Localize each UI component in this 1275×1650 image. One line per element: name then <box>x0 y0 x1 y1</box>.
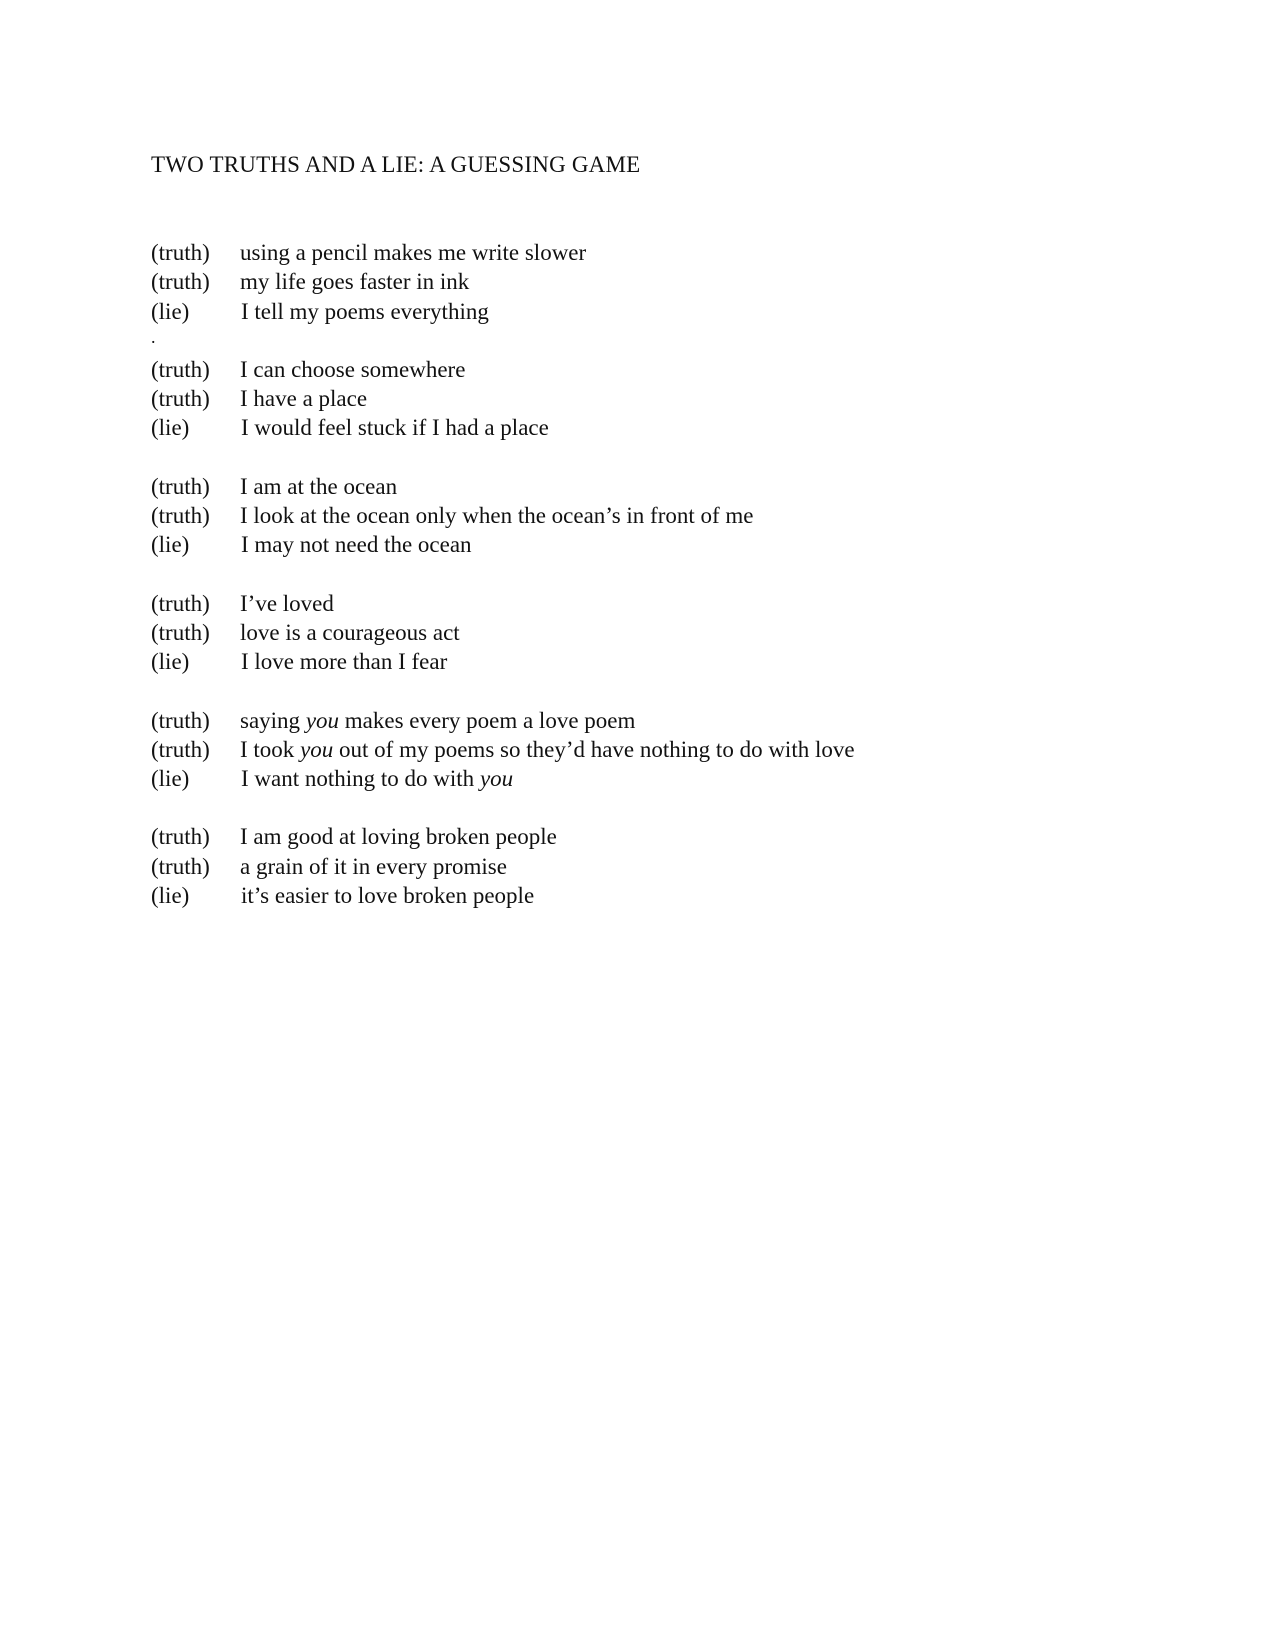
stanza <box>151 589 1151 677</box>
line-text: I love more than I fear <box>241 649 448 675</box>
poem-line <box>151 384 1151 413</box>
poem-line <box>151 822 1151 851</box>
line-label: (truth) <box>151 824 210 850</box>
stanza <box>151 706 1151 794</box>
line-text: I would feel stuck if I had a place <box>241 415 549 441</box>
italic-you: you <box>479 766 514 792</box>
italic-you: you <box>300 736 334 762</box>
poem-line <box>151 881 1151 910</box>
poem-line <box>151 618 1151 647</box>
line-label: (lie) <box>151 415 190 441</box>
poem-line <box>151 647 1151 676</box>
line-text: it’s easier to love broken people <box>241 883 535 909</box>
line-text: I can choose somewhere <box>240 356 466 382</box>
line-label: (truth) <box>151 619 210 645</box>
line-text: I look at the ocean only when the ocean’s in front of me <box>240 503 754 529</box>
line-text: I am good at loving broken people <box>240 824 557 850</box>
line-label: (truth) <box>151 590 210 616</box>
italic-you: you <box>305 707 340 733</box>
line-label: (truth) <box>151 386 210 412</box>
poem-line <box>151 735 1151 764</box>
line-label: (truth) <box>151 269 210 295</box>
line-text: I have a place <box>240 386 368 412</box>
line-text: a grain of it in every promise <box>240 853 507 879</box>
line-text: my life goes faster in ink <box>240 269 470 295</box>
line-text-part: I want nothing to do with <box>241 766 480 792</box>
line-text-part: I took <box>240 736 301 762</box>
line-text-part: makes every poem a love poem <box>339 707 636 733</box>
line-text <box>240 706 635 735</box>
line-text: I tell my poems everything <box>241 298 489 324</box>
stanza <box>151 355 1151 443</box>
line-label: (truth) <box>151 356 210 382</box>
poem-line <box>151 764 1151 793</box>
line-label: (truth) <box>151 503 210 529</box>
poem-body <box>151 238 1151 939</box>
line-label: (truth) <box>151 853 210 879</box>
line-text <box>241 764 513 793</box>
line-text: using a pencil makes me write slower <box>240 240 587 265</box>
line-text: love is a courageous act <box>240 619 460 645</box>
line-text: I may not need the ocean <box>241 532 472 558</box>
line-text: I’ve loved <box>240 590 334 616</box>
poem-line <box>151 501 1151 530</box>
line-label: (lie) <box>151 298 190 324</box>
poem-line <box>151 355 1151 384</box>
poem-line <box>151 472 1151 501</box>
poem-line <box>151 267 1151 296</box>
poem-line <box>151 413 1151 442</box>
line-label: (truth) <box>151 736 210 762</box>
line-text: I am at the ocean <box>240 473 398 499</box>
line-label: (lie) <box>151 532 190 558</box>
line-text <box>240 735 855 764</box>
line-label: (truth) <box>151 707 210 733</box>
poem-title: TWO TRUTHS AND A LIE: A GUESSING GAME <box>151 152 641 177</box>
poem-line <box>151 589 1151 618</box>
poem-line <box>151 706 1151 735</box>
line-label: (lie) <box>151 766 190 792</box>
stanza <box>151 822 1151 910</box>
line-label: (lie) <box>151 649 190 675</box>
poem-line <box>151 238 1151 267</box>
line-text-part: saying <box>240 707 306 733</box>
line-label: (lie) <box>151 883 190 909</box>
poem-line <box>151 530 1151 559</box>
poem-line <box>151 297 1151 326</box>
stanza <box>151 238 1151 326</box>
line-label: (truth) <box>151 473 210 499</box>
line-text-part: out of my poems so they’d have nothing to do with love <box>333 736 855 762</box>
line-label: (truth) <box>151 240 210 265</box>
stanza <box>151 472 1151 560</box>
poem-line <box>151 852 1151 881</box>
separator-mark: . <box>151 327 156 347</box>
